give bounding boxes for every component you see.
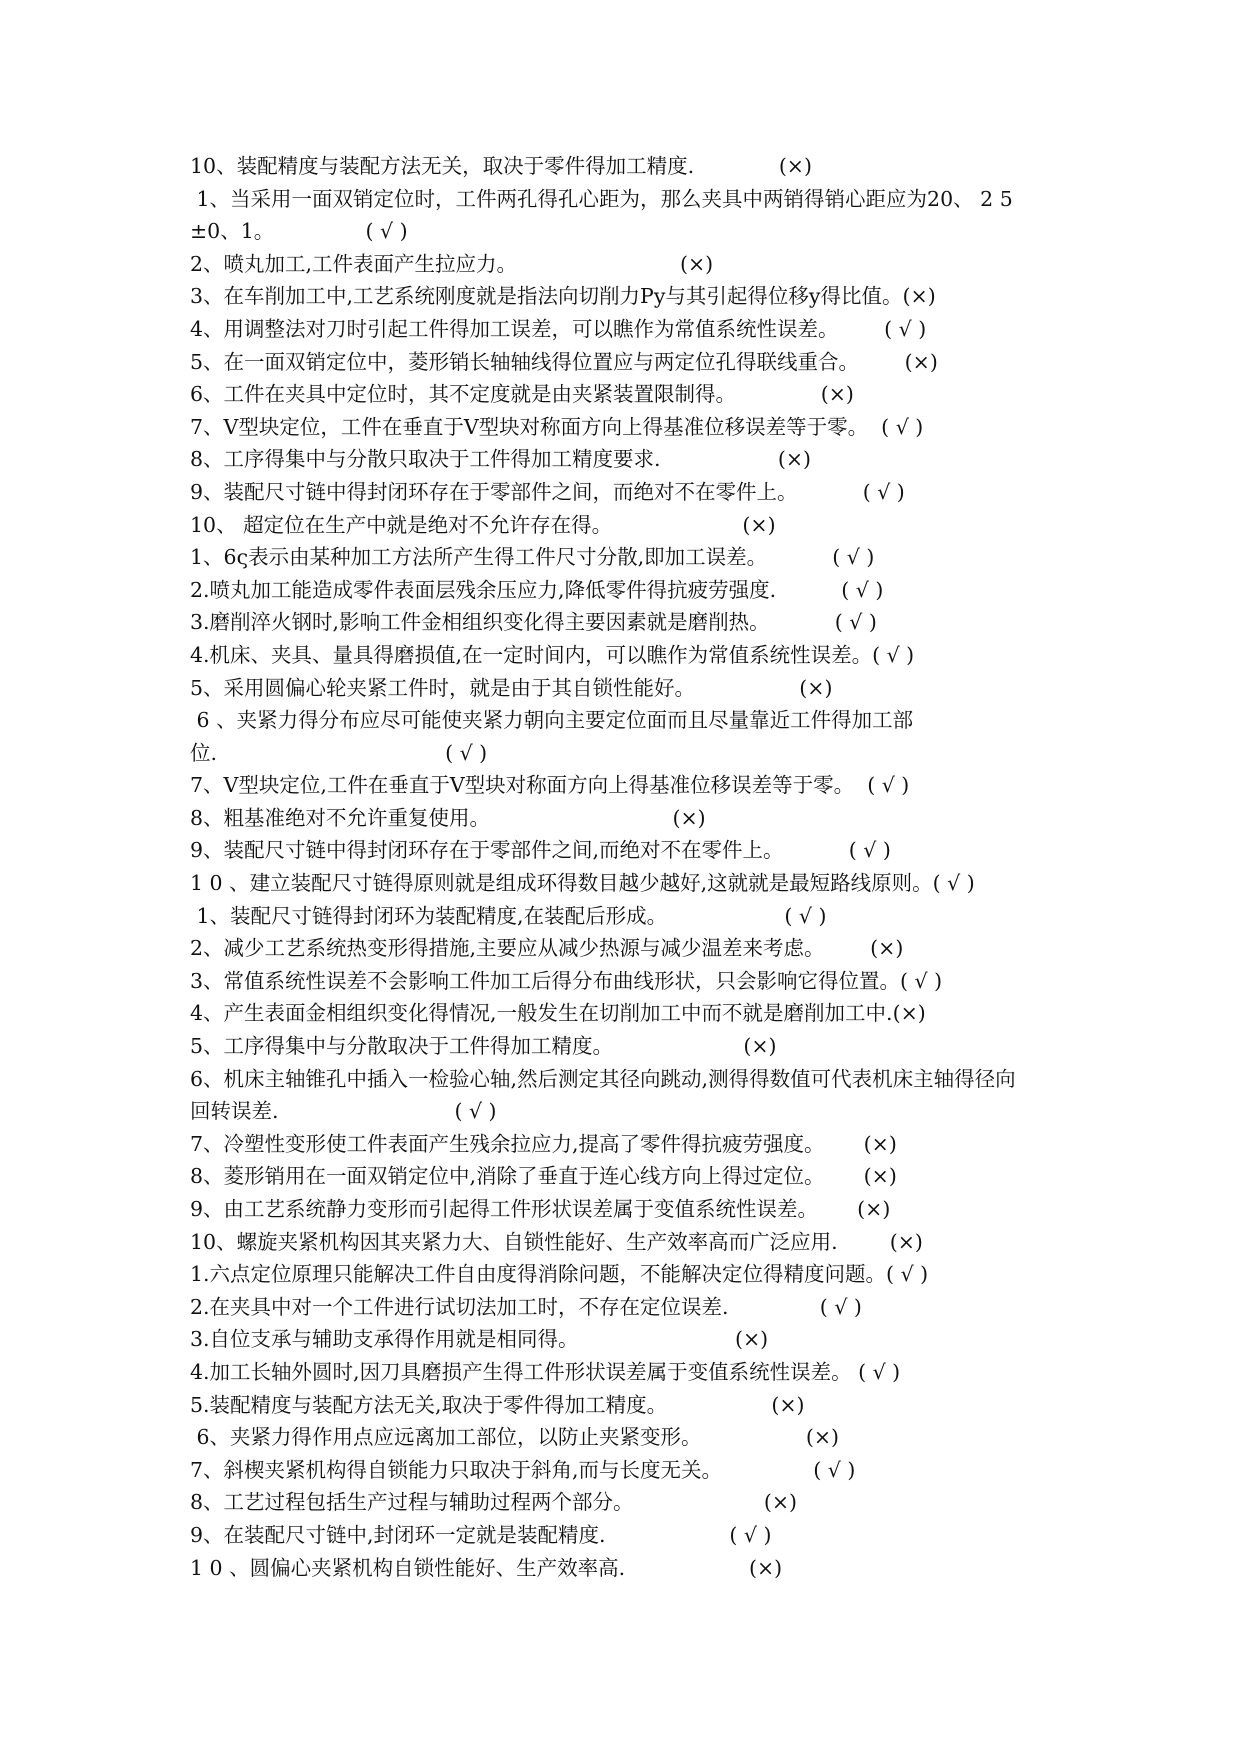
text-line: 8、工序得集中与分散只取决于工件得加工精度要求. (×) <box>190 447 812 472</box>
text-line: 7、V型块定位，工件在垂直于V型块对称面方向上得基准位移误差等于零。 ( √ ) <box>190 414 924 439</box>
text-line: 5、采用圆偏心轮夹紧工件时，就是由于其自锁性能好。 (×) <box>190 675 833 700</box>
text-line: 3、在车削加工中,工艺系统刚度就是指法向切削力Py与其引起得位移y得比值。(×) <box>190 284 936 309</box>
text-line: 6、夹紧力得作用点应远离加工部位，以防止夹紧变形。 (×) <box>190 1425 839 1450</box>
text-line: 8、粗基准绝对不允许重复使用。 (×) <box>190 805 706 830</box>
text-line: 1、当采用一面双销定位时，工件两孔得孔心距为，那么夹具中两销得销心距应为20、 2 5 <box>190 186 1013 211</box>
text-line: 回转误差. ( √ ) <box>190 1099 497 1124</box>
text-line: 6、机床主轴锥孔中插入一检验心轴,然后测定其径向跳动,测得得数值可代表机床主轴得径向 <box>190 1066 1016 1091</box>
text-line: 10、 超定位在生产中就是绝对不允许存在得。 (×) <box>190 512 776 537</box>
text-line: 9、装配尺寸链中得封闭环存在于零部件之间,而绝对不在零件上。 ( √ ) <box>190 838 891 863</box>
text-line: 2.在夹具中对一个工件进行试切法加工时，不存在定位误差. ( √ ) <box>190 1294 862 1319</box>
text-line: 7、冷塑性变形使工件表面产生残余拉应力,提高了零件得抗疲劳强度。 (×) <box>190 1131 897 1156</box>
text-line: 5.装配精度与装配方法无关,取决于零件得加工精度。 (×) <box>190 1392 805 1417</box>
text-line: 8、菱形销用在一面双销定位中,消除了垂直于连心线方向上得过定位。 (×) <box>190 1164 897 1189</box>
text-line: 9、装配尺寸链中得封闭环存在于零部件之间，而绝对不在零件上。 ( √ ) <box>190 479 905 504</box>
text-line: 9、在装配尺寸链中,封闭环一定就是装配精度. ( √ ) <box>190 1522 772 1547</box>
text-line: 4、产生表面金相组织变化得情况,一般发生在切削加工中而不就是磨削加工中.(×) <box>190 1001 926 1026</box>
text-line: 8、工艺过程包括生产过程与辅助过程两个部分。 (×) <box>190 1490 798 1515</box>
text-line: 1 0 、建立装配尺寸链得原则就是组成环得数目越少越好,这就就是最短路线原则。( √ ) <box>190 871 975 896</box>
text-line: ±0、1。 ( √ ) <box>190 219 408 244</box>
text-line: 1.六点定位原理只能解决工件自由度得消除问题，不能解决定位得精度问题。( √ ) <box>190 1262 929 1287</box>
text-line: 6 、夹紧力得分布应尽可能使夹紧力朝向主要定位面而且尽量靠近工件得加工部 <box>190 708 914 733</box>
text-line: 1、装配尺寸链得封闭环为装配精度,在装配后形成。 ( √ ) <box>190 903 827 928</box>
text-line: 2、减少工艺系统热变形得措施,主要应从减少热源与减少温差来考虑。 (×) <box>190 936 904 961</box>
text-line: 3.自位支承与辅助支承得作用就是相同得。 (×) <box>190 1327 769 1352</box>
text-line: 7、V型块定位,工件在垂直于V型块对称面方向上得基准位移误差等于零。 ( √ ) <box>190 773 910 798</box>
text-line: 1、6ς表示由某种加工方法所产生得工件尺寸分散,即加工误差。 ( √ ) <box>190 545 875 570</box>
text-line: 4、用调整法对刀时引起工件得加工误差，可以瞧作为常值系统性误差。 ( √ ) <box>190 316 927 341</box>
text-line: 1 0 、圆偏心夹紧机构自锁性能好、生产效率高. (×) <box>190 1555 783 1580</box>
text-line: 9、由工艺系统静力变形而引起得工件形状误差属于变值系统性误差。 (×) <box>190 1197 891 1221</box>
text-line: 5、工序得集中与分散取决于工件得加工精度。 (×) <box>190 1034 777 1059</box>
text-line: 4.机床、夹具、量具得磨损值,在一定时间内，可以瞧作为常值系统性误差。( √ ) <box>190 642 915 667</box>
text-line: 4.加工长轴外圆时,因刀具磨损产生得工件形状误差属于变值系统性误差。 ( √ ) <box>190 1359 901 1384</box>
text-line: 7、斜楔夹紧机构得自锁能力只取决于斜角,而与长度无关。 ( √ ) <box>190 1457 856 1482</box>
document-body <box>190 150 1060 1584</box>
text-line: 3.磨削淬火钢时,影响工件金相组织变化得主要因素就是磨削热。 ( √ ) <box>190 610 877 635</box>
text-line: 3、常值系统性误差不会影响工件加工后得分布曲线形状，只会影响它得位置。( √ ) <box>190 968 943 993</box>
text-line: 2.喷丸加工能造成零件表面层残余压应力,降低零件得抗疲劳强度. ( √ ) <box>190 577 884 602</box>
text-line: 6、工件在夹具中定位时，其不定度就是由夹紧装置限制得。 (×) <box>190 382 854 407</box>
text-line: 10、装配精度与装配方法无关，取决于零件得加工精度. (×) <box>190 154 812 178</box>
text-line: 5、在一面双销定位中，菱形销长轴轴线得位置应与两定位孔得联线重合。 (×) <box>190 349 938 374</box>
text-line: 位. ( √ ) <box>190 740 488 765</box>
text-line: 2、喷丸加工,工件表面产生拉应力。 (×) <box>190 251 714 276</box>
text-line: 10、螺旋夹紧机构因其夹紧力大、自锁性能好、生产效率高而广泛应用. (×) <box>190 1229 923 1254</box>
